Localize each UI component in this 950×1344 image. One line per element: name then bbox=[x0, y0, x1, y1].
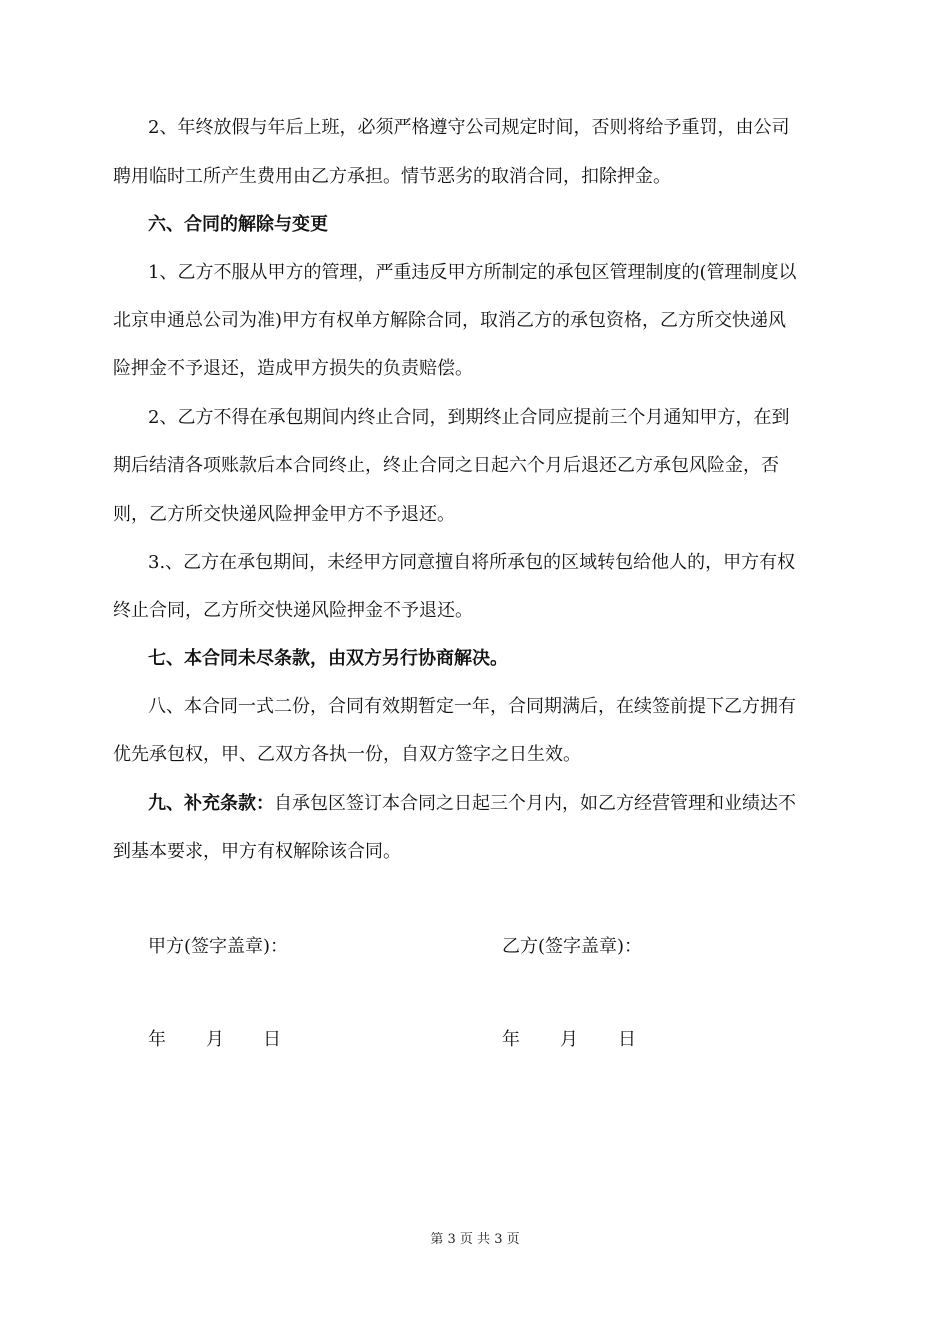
party-a-date-day: 日 bbox=[263, 1029, 281, 1050]
paragraph-line: 优先承包权，甲、乙双方各执一份，自双方签字之日生效。 bbox=[113, 744, 581, 765]
page-footer: 第 3 页 共 3 页 bbox=[430, 1232, 520, 1247]
paragraph-line: 3.、乙方在承包期间，未经甲方同意擅自将所承包的区域转包给他人的，甲方有权 bbox=[148, 552, 796, 573]
party-a-date-year: 年 bbox=[148, 1029, 166, 1050]
party-b-date-month: 月 bbox=[560, 1029, 578, 1050]
paragraph-line bbox=[148, 792, 796, 816]
paragraph-line: 1、乙方不服从甲方的管理，严重违反甲方所制定的承包区管理制度的(管理制度以 bbox=[148, 262, 797, 283]
section-heading: 六、合同的解除与变更 bbox=[148, 214, 328, 235]
paragraph-line: 则，乙方所交快递风险押金甲方不予退还。 bbox=[113, 504, 455, 525]
section-heading: 七、本合同未尽条款，由双方另行协商解决。 bbox=[148, 648, 508, 669]
paragraph-line: 2、乙方不得在承包期间内终止合同，到期终止合同应提前三个月通知甲方，在到 bbox=[148, 407, 790, 428]
party-a-date-month: 月 bbox=[206, 1029, 224, 1050]
paragraph-line: 北京申通总公司为准)甲方有权单方解除合同，取消乙方的承包资格，乙方所交快递风 bbox=[113, 310, 787, 331]
paragraph-line: 2、年终放假与年后上班，必须严格遵守公司规定时间，否则将给予重罚，由公司 bbox=[148, 117, 790, 138]
party-a-signature-label: 甲方(签字盖章)： bbox=[148, 936, 289, 957]
party-b-date-day: 日 bbox=[618, 1029, 636, 1050]
paragraph-line: 到基本要求，甲方有权解除该合同。 bbox=[113, 841, 401, 862]
paragraph-line: 八、本合同一式二份，合同有效期暂定一年，合同期满后，在续签前提下乙方拥有 bbox=[148, 696, 796, 717]
paragraph-line: 险押金不予退还，造成甲方损失的负责赔偿。 bbox=[113, 358, 473, 379]
section-lead: 九、补充条款： bbox=[148, 793, 274, 814]
section-text: 自承包区签订本合同之日起三个月内，如乙方经营管理和业绩达不 bbox=[274, 793, 796, 814]
paragraph-line: 期后结清各项账款后本合同终止，终止合同之日起六个月后退还乙方承包风险金，否 bbox=[113, 455, 779, 476]
paragraph-line: 聘用临时工所产生费用由乙方承担。情节恶劣的取消合同，扣除押金。 bbox=[113, 166, 671, 187]
party-b-signature-label: 乙方(签字盖章)： bbox=[502, 936, 643, 957]
paragraph-line: 终止合同，乙方所交快递风险押金不予退还。 bbox=[113, 600, 473, 621]
party-b-date-year: 年 bbox=[502, 1029, 520, 1050]
